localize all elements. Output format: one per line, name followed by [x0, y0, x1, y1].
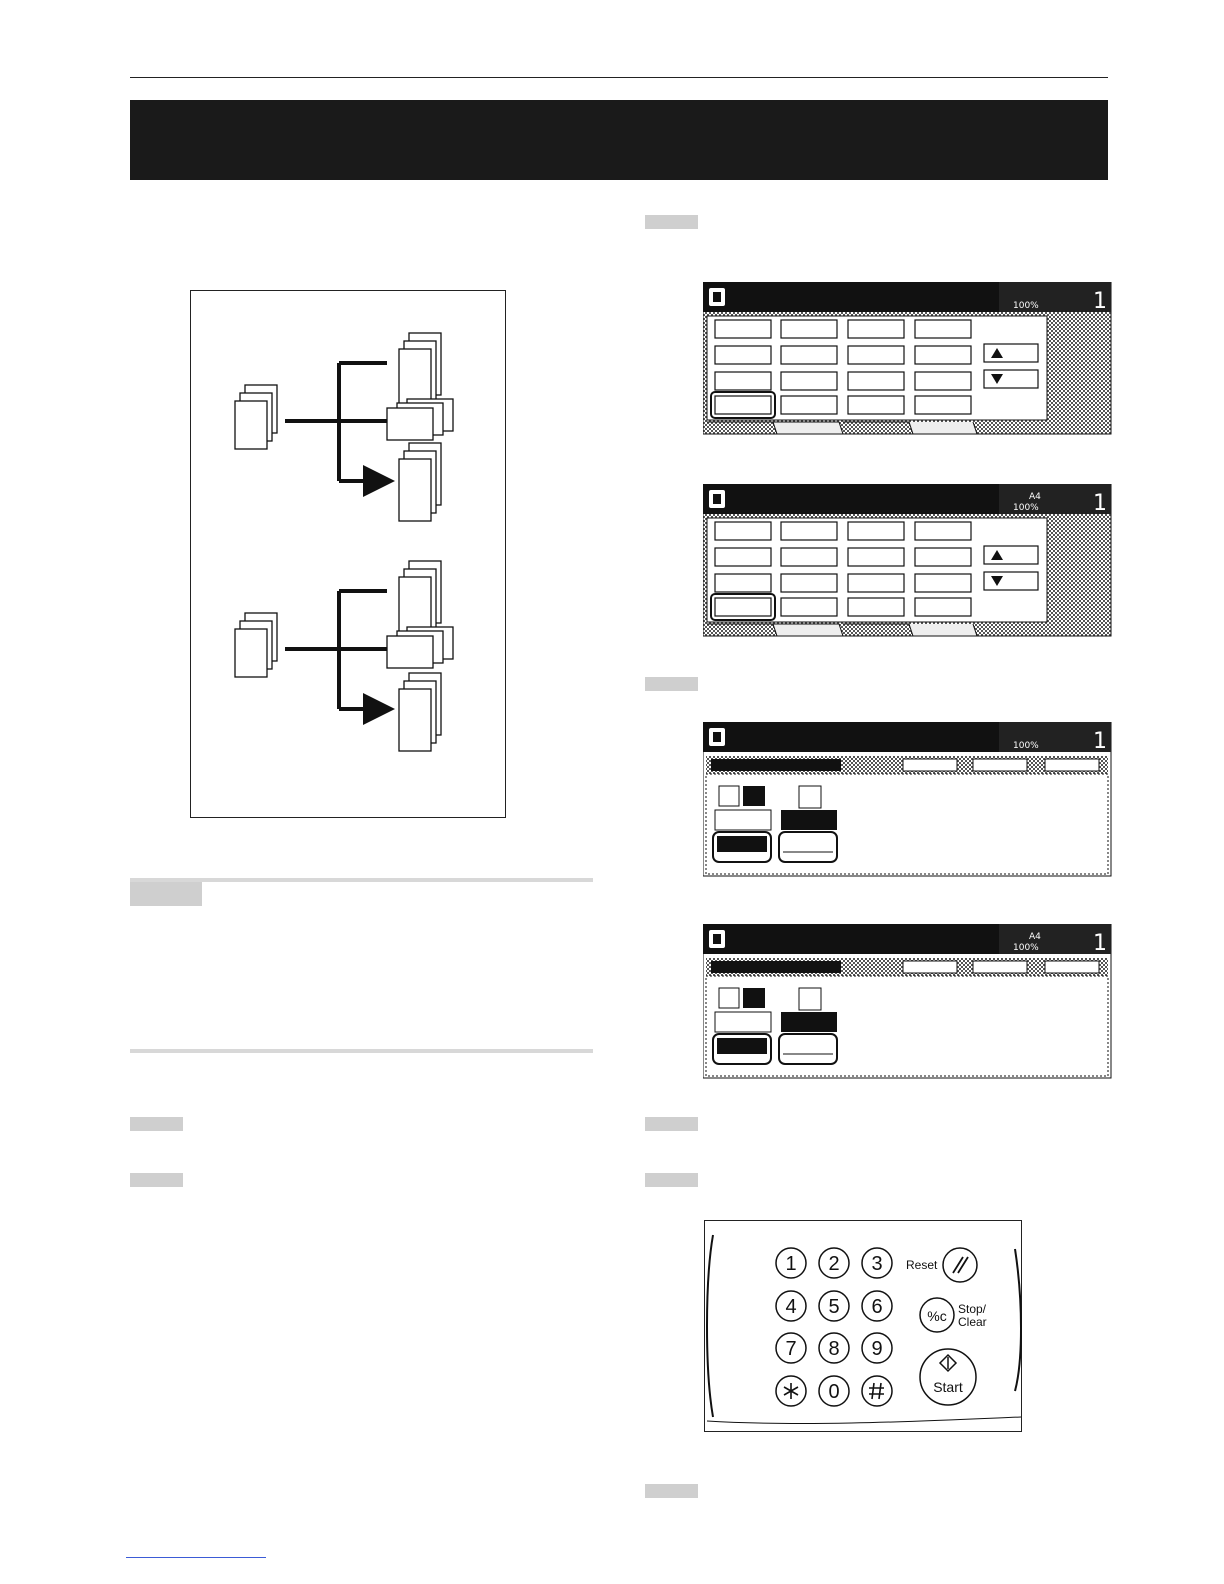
touch-panel-function-menu-1: [703, 282, 1113, 443]
top-rule: [130, 77, 1108, 78]
step-7-tab: [645, 1484, 698, 1498]
svg-text:0: 0: [828, 1381, 840, 1403]
reset-key: [943, 1248, 977, 1282]
reset-label: Reset: [906, 1258, 938, 1272]
step-1-tab: [130, 1117, 183, 1131]
original-stack-lower: [235, 613, 277, 677]
stop-clear-symbol: %c: [927, 1308, 947, 1324]
output-stack-3-lower: [399, 673, 441, 751]
zoom-readout: 100%: [1013, 301, 1039, 311]
svg-text:A4: A4: [1029, 932, 1041, 942]
step-5-tab: [645, 1117, 698, 1131]
svg-text:A4: A4: [1029, 492, 1041, 502]
touch-panel-function-menu-2: [703, 484, 1113, 645]
original-stack-upper: [235, 385, 277, 449]
svg-text:1: 1: [1093, 729, 1107, 754]
clear-label: Clear: [958, 1315, 987, 1329]
svg-text:1: 1: [785, 1253, 797, 1275]
offset-mode-diagram: [190, 290, 506, 818]
note-bottom-line: [130, 1049, 593, 1053]
svg-text:1: 1: [1093, 491, 1107, 516]
step-2-tab: [130, 1173, 183, 1187]
start-label: Start: [933, 1379, 963, 1395]
operation-keypad: [704, 1220, 1022, 1432]
output-stack-3-upper: [399, 443, 441, 521]
svg-text:100%: 100%: [1013, 741, 1039, 751]
svg-text:1: 1: [1093, 931, 1107, 956]
svg-text:3: 3: [871, 1253, 883, 1275]
svg-text:8: 8: [828, 1338, 840, 1360]
svg-text:6: 6: [871, 1296, 883, 1318]
svg-text:5: 5: [828, 1296, 840, 1318]
svg-text:9: 9: [871, 1338, 883, 1360]
svg-text:2: 2: [828, 1253, 840, 1275]
key-hash: [862, 1376, 892, 1406]
offset-diagram-svg: [191, 291, 507, 819]
footer-link-line: [126, 1557, 266, 1558]
note-label-tab: [130, 880, 202, 906]
svg-text:100%: 100%: [1013, 943, 1039, 953]
output-stack-2-upper: [387, 399, 453, 440]
section-title-band: [130, 100, 1108, 180]
touch-panel-sort-offset-2: [703, 924, 1113, 1085]
svg-text:1: 1: [1093, 289, 1107, 314]
svg-text:7: 7: [785, 1338, 797, 1360]
svg-text:100%: 100%: [1013, 503, 1039, 513]
stop-label: Stop/: [958, 1302, 987, 1316]
svg-text:4: 4: [785, 1296, 797, 1318]
output-stack-2-lower: [387, 627, 453, 668]
note-top-line: [130, 878, 593, 882]
touch-panel-sort-offset-1: [703, 722, 1113, 883]
step-4-tab: [645, 677, 698, 691]
step-3-tab: [645, 215, 698, 229]
step-6-tab: [645, 1173, 698, 1187]
